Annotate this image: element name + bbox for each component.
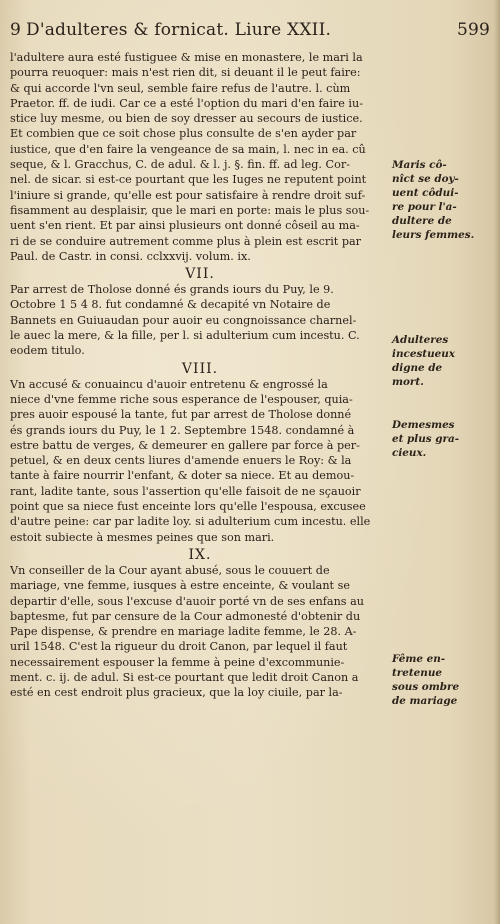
section-number: VII. [185,266,215,283]
margin-note [392,333,487,389]
margin-note-line: Maris cô- [392,159,447,171]
text-line: uril 1548. C'est la rigueur du droit Canon, par lequel il faut [10,640,348,654]
margin-note-line: nîct se doy- [392,173,459,185]
page-edge-shadow [494,0,500,924]
text-line: iustice, que d'en faire la vengeance de sa main, l. nec in ea. cû [10,142,366,156]
text-line: departir d'elle, sous l'excuse d'auoir porté vn de ses enfans au [10,594,364,608]
margin-note-line: sous ombre [392,681,460,693]
text-line: le auec la mere, & la fille, per l. si adulterium cum incestu. C. [10,329,360,343]
text-line: ment. c. ij. de adul. Si est-ce pourtant que ledit droit Canon a [10,670,359,684]
margin-note-line: et plus gra- [392,433,460,445]
text-line: esté en cest endroit plus gracieux, que la loy ciuile, par la- [10,686,343,700]
text-line: necessairement espouser la femme à peine d'excommunie- [10,655,345,669]
text-line: petuel, & en deux cents liures d'amende enuers le Roy: & la [10,454,352,468]
text-line: Vn conseiller de la Cour ayant abusé, sous le couuert de [10,563,330,577]
text-line: Par arrest de Tholose donné és grands iours du Puy, le 9. [10,283,334,297]
running-title: D'adulteres & fornicat. Liure XXII. [26,20,332,40]
text-line: Vn accusé & conuaincu d'auoir entretenu & engrossé la [10,377,328,391]
text-line: niece d'vne femme riche sous esperance de l'espouser, quia- [10,392,353,406]
section-number: IX. [188,546,212,563]
margin-note-line: cieux. [392,447,427,459]
text-line: rant, ladite tante, sous l'assertion qu'elle faisoit de ne sçauoir [10,484,361,498]
margin-note-line: mort. [392,376,424,388]
margin-note-line: Demesmes [392,419,455,431]
main-text [10,50,390,701]
text-line: Praetor. ff. de iudi. Car ce a esté l'option du mari d'en faire iu- [10,96,363,110]
text-line: estoit subiecte à mesmes peines que son mari. [10,530,275,544]
margin-note-line: incestueux [392,348,456,360]
text-line: tante à faire nourrir l'enfant, & doter sa niece. Et au demou- [10,469,355,483]
text-line: Octobre 1 5 4 8. fut condamné & decapité vn Notaire de [10,298,331,312]
text-line: estre battu de verges, & demeurer en gallere par force à per- [10,438,360,452]
margin-note-line: dultere de [392,215,452,227]
margin-note [392,652,487,708]
margin-note-line: Adulteres [392,334,449,346]
text-line: Pape dispense, & prendre en mariage ladite femme, le 28. A- [10,625,357,639]
margin-note-line: digne de [392,362,443,374]
margin-note-line: tretenue [392,667,443,679]
text-line: Paul. de Castr. in consi. cclxxvij. volum. ix. [10,249,251,263]
text-line: uent s'en rient. Et par ainsi plusieurs ont donné côseil au ma- [10,219,360,233]
text-line: & qui accorde l'vn seul, semble faire refus de l'autre. l. cùm [10,81,351,95]
folio-right: 599 [456,20,490,40]
text-line: mariage, vne femme, iusques à estre enceinte, & voulant se [10,579,350,593]
text-line: eodem titulo. [10,344,85,358]
text-line: ri de se conduire autrement comme plus à plein est escrit par [10,234,362,248]
text-line: d'autre peine: car par ladite loy. si adulterium cum incestu. elle [10,515,371,529]
margin-note-line: leurs femmes. [392,229,475,241]
margin-note-line: de mariage [392,695,458,707]
text-line: nel. de sicar. si est-ce pourtant que les Iuges ne reputent point [10,173,367,187]
margin-note [392,418,487,460]
text-line: stice luy mesme, ou bien de soy dresser au secours de iustice. [10,112,363,126]
text-line: Bannets en Guiuaudan pour auoir eu congnoissance charnel- [10,313,357,327]
text-line: Et combien que ce soit chose plus consulte de s'en ayder par [10,127,357,141]
margin-notes-column [390,0,490,924]
margin-note-line: re pour l'a- [392,201,457,213]
text-line: l'iniure si grande, qu'elle est pour satisfaire à rendre droit suf- [10,188,366,202]
margin-note [392,158,487,242]
margin-note-line: Fême en- [392,653,446,665]
folio-left: 9 [10,20,22,40]
section-number: VIII. [181,360,219,377]
text-line: point que sa niece fust enceinte lors qu'elle l'espousa, excusee [10,500,366,514]
text-line: fisamment au desplaisir, que le mari en porte: mais le plus sou- [10,203,370,217]
text-line: és grands iours du Puy, le 1 2. Septembre 1548. condamné à [10,423,355,437]
margin-note-line: uent côdui- [392,187,459,199]
text-line: seque, & l. Gracchus, C. de adul. & l. j. §. fin. ff. ad leg. Cor- [10,158,350,172]
text-line: l'adultere aura esté fustiguee & mise en monastere, le mari la [10,51,363,64]
text-line: pourra reuoquer: mais n'est rien dit, si deuant il le peut faire: [10,66,361,80]
text-line: pres auoir espousé la tante, fut par arrest de Tholose donné [10,408,352,422]
text-line: baptesme, fut par censure de la Cour admonesté d'obtenir du [10,609,361,623]
